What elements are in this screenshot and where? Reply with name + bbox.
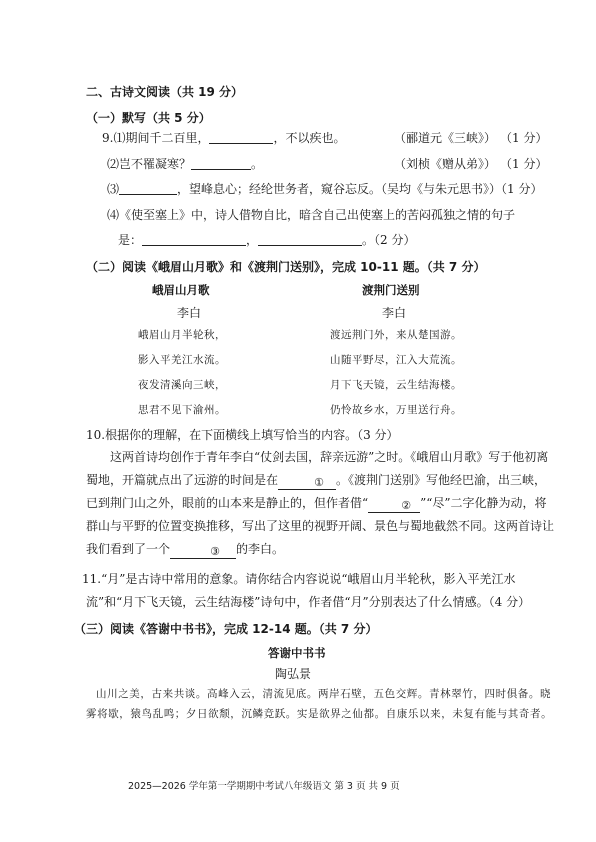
q9-line5 <box>118 233 415 247</box>
poem1-line: 峨眉山月半轮秋， <box>138 329 226 341</box>
q9-5-sep: ， <box>246 233 259 247</box>
poem1-author: 李白 <box>177 306 202 320</box>
q10-text-a: 这两首诗均创作于青年李白“仗剑去国，辞亲远游”之时。《峨眉山月歌》写于他初离蜀地，开篇就点出了远游的时间是在 <box>86 450 549 487</box>
q9-line1 <box>102 131 345 145</box>
q10-blank-2[interactable]: ② <box>368 500 420 513</box>
q9-5-blank-b[interactable] <box>258 233 362 246</box>
q9-2-prefix: ⑵岂不罹凝寒？ <box>107 157 192 171</box>
q10-text-c: ”“尽”二字化静为动，将群山与平野的位置变换推移，写出了这里的视野开阔、景色与蜀地截然不同。这两首诗让我们看到了一个 <box>86 496 555 556</box>
poem2-line: 山随平野尽，江入大荒流。 <box>330 354 462 366</box>
q11-text: 11.“月”是古诗中常用的意象。请你结合内容说说“峨眉山月半轮秋，影入平羌江水流”和“月下飞天镜，云生结海楼”诗句中，作者借“月”分别表达了什么情感。（4 分） <box>82 572 531 609</box>
poem1-line: 夜发清溪向三峡， <box>138 379 226 391</box>
q9-5-blank-a[interactable] <box>142 233 246 246</box>
q10-text-d: 的李白。 <box>236 542 285 556</box>
poem1-line: 影入平羌江水流。 <box>138 354 226 366</box>
article-title: 答谢中书书 <box>268 646 326 660</box>
article-author: 陶弘景 <box>275 667 312 681</box>
q9-3-prefix: ⑶ <box>107 182 120 196</box>
q10-stem: 10.根据你的理解，在下面横线上填写恰当的内容。（3 分） <box>86 428 399 442</box>
q9-2-suffix: 。 <box>251 157 264 171</box>
page-footer: 2025—2026 学年第一学期期中考试八年级语文 第 3 页 共 9 页 <box>128 781 400 792</box>
poem2-line: 渡远荆门外，来从楚国游。 <box>330 329 462 341</box>
q9-5-suffix: 。（2 分） <box>362 233 416 247</box>
part3-title: （三）阅读《答谢中书书》，完成 12-14 题。（共 7 分） <box>74 622 378 636</box>
poem2-line: 仍怜故乡水，万里送行舟。 <box>330 404 462 416</box>
q9-1-score: （1 分） <box>500 131 548 145</box>
q10-blank-1[interactable]: ① <box>278 477 336 490</box>
q9-3-suffix: ，望峰息心；经纶世务者，窥谷忘反。（吴均《与朱元思书》）（1 分） <box>177 182 543 196</box>
poem2-author: 李白 <box>382 306 407 320</box>
q9-1-source: （郦道元《三峡》） <box>394 131 497 145</box>
q9-1-prefix: 9.⑴期间千二百里， <box>102 131 210 145</box>
q9-2-blank[interactable] <box>191 157 251 170</box>
part1-title: （一）默写（共 5 分） <box>86 111 211 125</box>
q9-line3 <box>107 182 542 196</box>
q9-3-blank[interactable] <box>119 182 177 195</box>
q9-2-score: （1 分） <box>500 157 548 171</box>
poem1-title: 峨眉山月歌 <box>152 283 210 297</box>
q9-line4: ⑷《使至塞上》中，诗人借物自比，暗含自己出使塞上的苦闷孤独之情的句子 <box>107 208 516 222</box>
q9-1-suffix: ，不以疾也。 <box>273 131 346 145</box>
article-body: 山川之美，古来共谈。高峰入云，清流见底。两岸石壁，五色交辉。青林翠竹，四时俱备。晓雾将歇，猿鸟乱鸣；夕日欲颓，沉鳞竞跃。实是欲界之仙都。自康乐以来，未复有能与其奇者。 <box>86 688 553 720</box>
q9-5-prefix: 是： <box>118 233 143 247</box>
part2-title: （二）阅读《峨眉山月歌》和《渡荆门送别》，完成 10-11 题。（共 7 分） <box>86 260 486 274</box>
poem2-line: 月下飞天镜，云生结海楼。 <box>330 379 462 391</box>
q9-line2 <box>107 157 263 171</box>
q10-blank-3[interactable]: ③ <box>170 546 236 559</box>
poem1-line: 思君不见下渝州。 <box>138 404 226 416</box>
q9-1-blank[interactable] <box>209 131 273 144</box>
q10-text-b: 。《渡荆门送别》写他经巴渝，出三峡，已到荆门山之外，眼前的山本来是静止的，但作者借“ <box>86 473 547 510</box>
poem2-title: 渡荆门送别 <box>362 283 420 297</box>
q10-paragraph <box>86 446 556 561</box>
section-title: 二、古诗文阅读（共 19 分） <box>86 85 244 99</box>
q9-2-source: （刘桢《赠从弟》） <box>394 157 497 171</box>
